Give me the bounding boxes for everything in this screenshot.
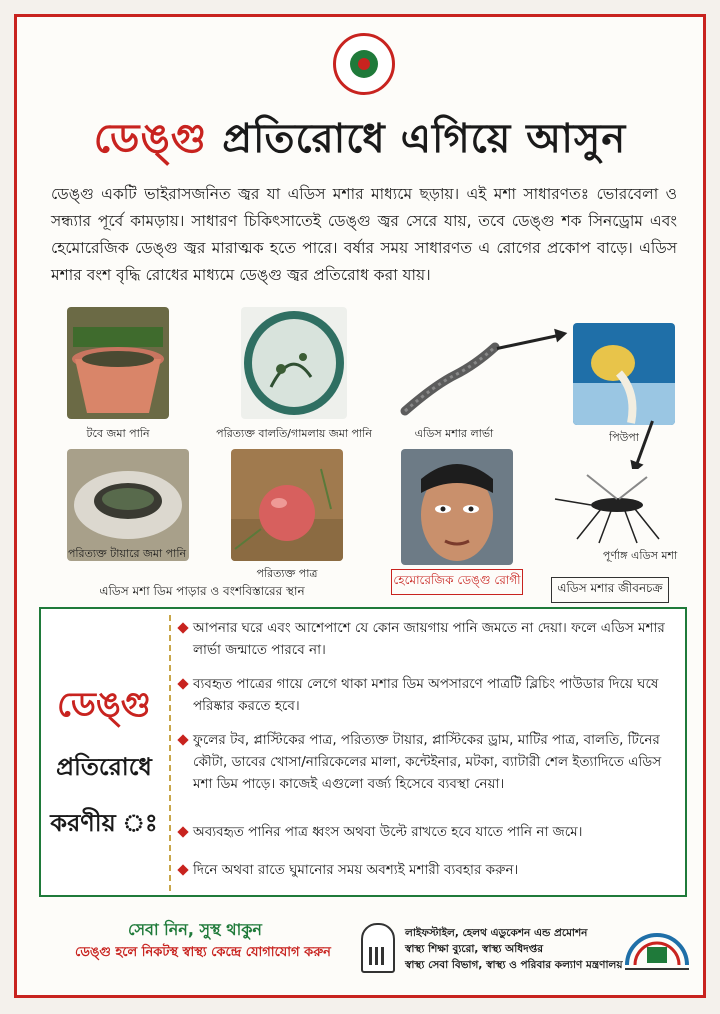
discarded-container-photo xyxy=(231,449,343,561)
tasks-side-title xyxy=(41,609,167,895)
prevention-tasks-box xyxy=(39,607,687,897)
task-text: আপনার ঘরে এবং আশেপাশে যে কোন জায়গায় পানি জমতে না দেয়া। ফলে এডিস মশার লার্ভা জন্মাতে পারবে না। xyxy=(193,620,665,658)
adult-mosquito-caption: পূর্ণাঙ্গ এডিস মশা xyxy=(602,549,678,562)
lifecycle-caption: এডিস মশার জীবনচক্র xyxy=(551,577,669,603)
footer-slogan: সেবা নিন, সুস্থ থাকুন xyxy=(128,920,262,939)
side-title-prevention: প্রতিরোধে xyxy=(56,753,152,781)
office-line: স্বাস্থ্য সেবা বিভাগ, স্বাস্থ্য ও পরিবার কল্যাণ মন্ত্রণালয় xyxy=(405,959,623,971)
pupa-caption: পিউপা xyxy=(609,431,639,444)
dengue-patient-caption: হেমোরেজিক ডেঙ্গু রোগী xyxy=(391,569,523,595)
bucket-water-caption: পরিত্যক্ত বালতি/গামলায় জমা পানি xyxy=(216,427,372,440)
task-item xyxy=(179,673,679,717)
task-item xyxy=(179,821,679,843)
pupa-photo xyxy=(573,323,675,425)
issuing-office xyxy=(405,925,625,973)
larva-caption: এডিস মশার লার্ভা xyxy=(414,427,494,440)
task-text: অব্যবহৃত পানির পাত্র ধ্বংস অথবা উল্টে রাখতে হবে যাতে পানি না জমে। xyxy=(193,824,583,840)
office-line: স্বাস্থ্য শিক্ষা ব্যুরো, স্বাস্থ্য অধিদপ্তর xyxy=(405,943,544,955)
headline-dengue-word: ডেঙ্গু xyxy=(93,116,208,162)
dengue-poster xyxy=(14,14,706,998)
diamond-bullet-icon xyxy=(177,622,188,633)
diamond-bullet-icon xyxy=(177,826,188,837)
task-text: ব্যবহৃত পাত্রের গায়ে লেগে থাকা মশার ডিম অপসারণে পাত্রটি ব্লিচিং পাউডার দিয়ে ঘষে পরিষ্কার করতে হবে। xyxy=(193,676,659,714)
diamond-bullet-icon xyxy=(177,678,188,689)
tire-water-caption: পরিত্যক্ত টায়ারে জমা পানি xyxy=(67,547,187,560)
poster-headline xyxy=(17,107,703,174)
dengue-patient-photo xyxy=(401,449,513,565)
discarded-container-caption: পরিত্যক্ত পাত্র xyxy=(256,567,318,580)
breeding-places-caption: এডিস মশা ডিম পাড়ার ও বংশবিস্তারের স্থান xyxy=(99,584,305,598)
larva-photo xyxy=(395,335,513,419)
task-text: ফুলের টব, প্লাস্টিকের পাত্র, পরিত্যক্ত টায়ার, প্লাস্টিকের ড্রাম, মাটির পাত্র, বালতি, টিনের কৌটা, ডাবের খোসা/নারিকেলের মালা, কন্টেইনার, মটকা, ব্যাটারী শেল ইত্যাদিতে এডিস মশা ডিম পাড়ে। কাজেই এগুলো বর্জ্য হিসেবে ব্যবস্থা নেয়া। xyxy=(193,732,662,792)
office-line: লাইফস্টাইল, হেলথ এডুকেশন এন্ড প্রমোশন xyxy=(405,927,588,939)
task-text: দিনে অথবা রাতে ঘুমানোর সময় অবশ্যই মশারী ব্যবহার করুন। xyxy=(193,862,519,878)
task-item xyxy=(179,729,679,795)
bucket-water-photo xyxy=(241,307,347,419)
tasks-divider xyxy=(169,615,171,891)
footer-advice: ডেঙ্গু হলে নিকটস্থ স্বাস্থ্য কেন্দ্রে যোগাযোগ করুন xyxy=(75,945,331,960)
seal-emblem xyxy=(350,50,378,78)
pot-water-photo xyxy=(67,307,169,419)
side-title-dengue: ডেঙ্গু xyxy=(57,685,151,725)
task-item xyxy=(179,859,679,881)
government-seal-logo xyxy=(333,33,395,95)
health-education-bureau-logo xyxy=(361,923,395,973)
adult-mosquito-illustration xyxy=(547,469,681,545)
diamond-bullet-icon xyxy=(177,864,188,875)
task-item xyxy=(179,617,679,661)
pot-water-caption: টবে জমা পানি xyxy=(86,427,150,440)
intro-paragraph: ডেঙ্গু একটি ভাইরাসজনিত জ্বর যা এডিস মশার মাধ্যমে ছড়ায়। এই মশা সাধারণতঃ ভোরবেলা ও সন্ধ্যার পূর্বে কামড়ায়। সাধারণ চিকিৎসাতেই ডেঙ্গু জ্বর সেরে যায়, তবে ডেঙ্গু শক সিনড্রোম এবং হেমোরেজিক ডেঙ্গু জ্বর মারাত্মক হতে পারে। বর্ষার সময় সাধারণত এ রোগের প্রকোপ বাড়ে। এডিস মশার বংশ বৃদ্ধি রোধের মাধ্যমে ডেঙ্গু জ্বর প্রতিরোধ করা যায়। xyxy=(51,185,677,284)
headline-rest: প্রতিরোধে এগিয়ে আসুন xyxy=(207,116,627,162)
side-title-actions: করণীয় ঃ xyxy=(50,809,158,837)
diamond-bullet-icon xyxy=(177,734,188,745)
health-ministry-logo xyxy=(621,925,693,973)
